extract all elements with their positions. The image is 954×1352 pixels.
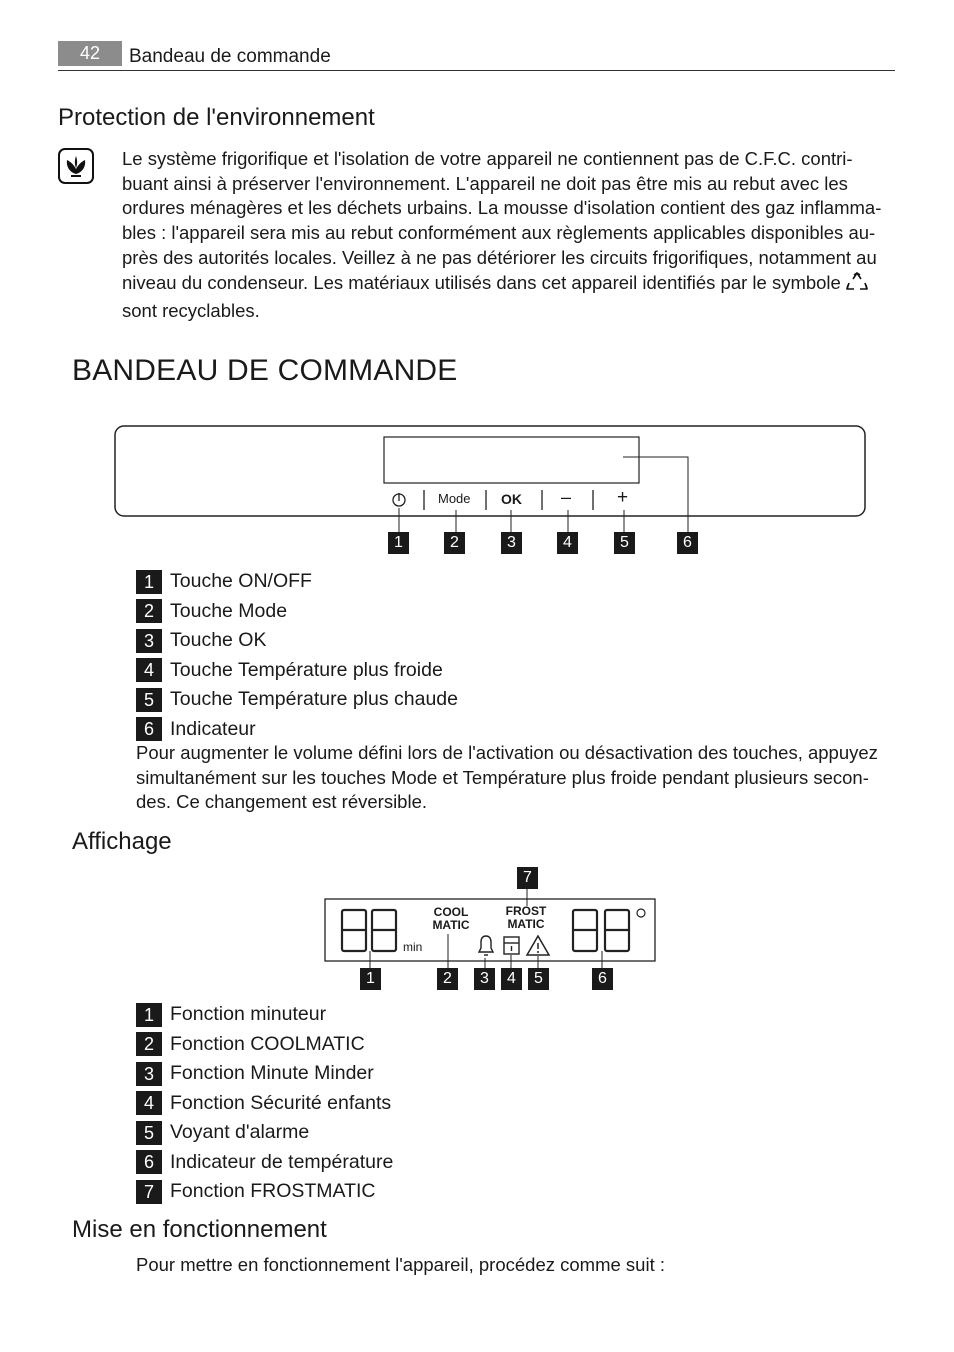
legend-text: Touche Mode — [170, 599, 288, 622]
legend-badge: 4 — [136, 1091, 162, 1115]
legend-badge: 1 — [136, 1003, 162, 1027]
callout-1: 1 — [360, 968, 381, 990]
ok-button-label: OK — [501, 491, 522, 507]
display-legend — [136, 1000, 393, 1207]
callout-4: 4 — [557, 532, 578, 554]
legend-item — [136, 1148, 393, 1178]
legend-badge: 5 — [136, 1121, 162, 1145]
callout-5: 5 — [528, 968, 549, 990]
coolmatic-label — [428, 906, 474, 932]
legend-badge: 7 — [136, 1180, 162, 1204]
legend-text: Indicateur — [170, 717, 256, 740]
legend-item — [136, 1059, 393, 1089]
legend-item — [136, 1118, 393, 1148]
callout-1: 1 — [388, 532, 409, 554]
plus-button-label: + — [617, 487, 629, 508]
legend-badge: 2 — [136, 599, 162, 623]
callout-6: 6 — [677, 532, 698, 554]
legend-badge: 5 — [136, 688, 162, 712]
paragraph-line: niveau du condenseur. Les matériaux utilisés dans cet appareil identifiés par le symbole — [122, 271, 841, 293]
child-lock-icon — [504, 937, 519, 954]
callout-3: 3 — [501, 532, 522, 554]
callout-3: 3 — [474, 968, 495, 990]
legend-item — [136, 1000, 393, 1030]
alarm-triangle-icon — [527, 936, 549, 955]
legend-text: Fonction Sécurité enfants — [170, 1091, 392, 1114]
startup-text: Pour mettre en fonctionnement l'appareil, procédez comme suit : — [136, 1254, 665, 1275]
bell-icon — [479, 936, 493, 955]
callout-6: 6 — [592, 968, 613, 990]
left-digits — [342, 910, 396, 951]
legend-text: Touche ON/OFF — [170, 570, 312, 593]
running-header: Bandeau de commande — [129, 46, 331, 67]
section-title: BANDEAU DE COMMANDE — [72, 354, 458, 387]
legend-text: Indicateur de température — [170, 1150, 394, 1173]
cool-word: COOL — [433, 905, 469, 919]
legend-text: Fonction minuteur — [170, 1003, 327, 1026]
legend-item — [136, 1030, 393, 1060]
legend-badge: 2 — [136, 1032, 162, 1056]
matic-word: MATIC — [432, 918, 470, 932]
right-digits — [573, 910, 629, 951]
paragraph-line: ordures ménagères et les déchets urbains. La mousse d'isolation contient des gaz inflamma- — [122, 197, 882, 219]
startup-heading: Mise en fonctionnement — [72, 1216, 327, 1243]
legend-badge: 4 — [136, 658, 162, 682]
paragraph-line: sont recyclables. — [122, 300, 260, 322]
legend-item — [136, 1177, 393, 1207]
page-number: 42 — [58, 41, 122, 66]
callout-7: 7 — [517, 867, 538, 889]
paragraph-line: simultanément sur les touches Mode et Température plus froide pendant plusieurs secon- — [136, 766, 869, 788]
legend-text: Voyant d'alarme — [170, 1121, 310, 1144]
legend-item — [136, 1089, 393, 1119]
legend-text: Fonction COOLMATIC — [170, 1032, 365, 1055]
degree-symbol — [637, 909, 645, 917]
min-label: min — [403, 940, 423, 954]
legend-text: Touche OK — [170, 629, 267, 652]
legend-text: Touche Température plus froide — [170, 658, 443, 681]
legend-badge: 1 — [136, 570, 162, 594]
environment-heading: Protection de l'environnement — [58, 104, 375, 131]
display-heading: Affichage — [72, 828, 172, 855]
callout-5: 5 — [614, 532, 635, 554]
matic-word: MATIC — [507, 917, 545, 931]
legend-badge: 6 — [136, 1150, 162, 1174]
paragraph-line: buant ainsi à préserver l'environnement. L'appareil ne doit pas être mis au rebut avec les — [122, 172, 848, 194]
paragraph-line: près des autorités locales. Veillez à ne pas détériorer les circuits frigorifiques, notamment au — [122, 246, 877, 268]
callout-2: 2 — [444, 532, 465, 554]
legend-badge: 3 — [136, 629, 162, 653]
paragraph-line: Le système frigorifique et l'isolation de votre appareil ne contiennent pas de C.F.C. contri- — [122, 148, 853, 169]
mode-button-label: Mode — [438, 491, 471, 506]
minus-button-label: – — [561, 487, 572, 507]
frostmatic-label — [501, 905, 551, 931]
legend-text: Fonction FROSTMATIC — [170, 1180, 376, 1203]
frost-word: FROST — [505, 904, 547, 918]
legend-badge: 6 — [136, 717, 162, 741]
paragraph-line: bles : l'appareil sera mis au rebut conformément aux règlements applicables disponibles au- — [122, 222, 876, 244]
callout-2: 2 — [437, 968, 458, 990]
paragraph-line: des. Ce changement est réversible. — [136, 791, 428, 813]
legend-text: Touche Température plus chaude — [170, 688, 458, 711]
paragraph-line: Pour augmenter le volume défini lors de l'activation ou désactivation des touches, appuyez — [136, 742, 878, 763]
legend-badge: 3 — [136, 1062, 162, 1086]
callout-4: 4 — [501, 968, 522, 990]
legend-text: Fonction Minute Minder — [170, 1062, 374, 1085]
